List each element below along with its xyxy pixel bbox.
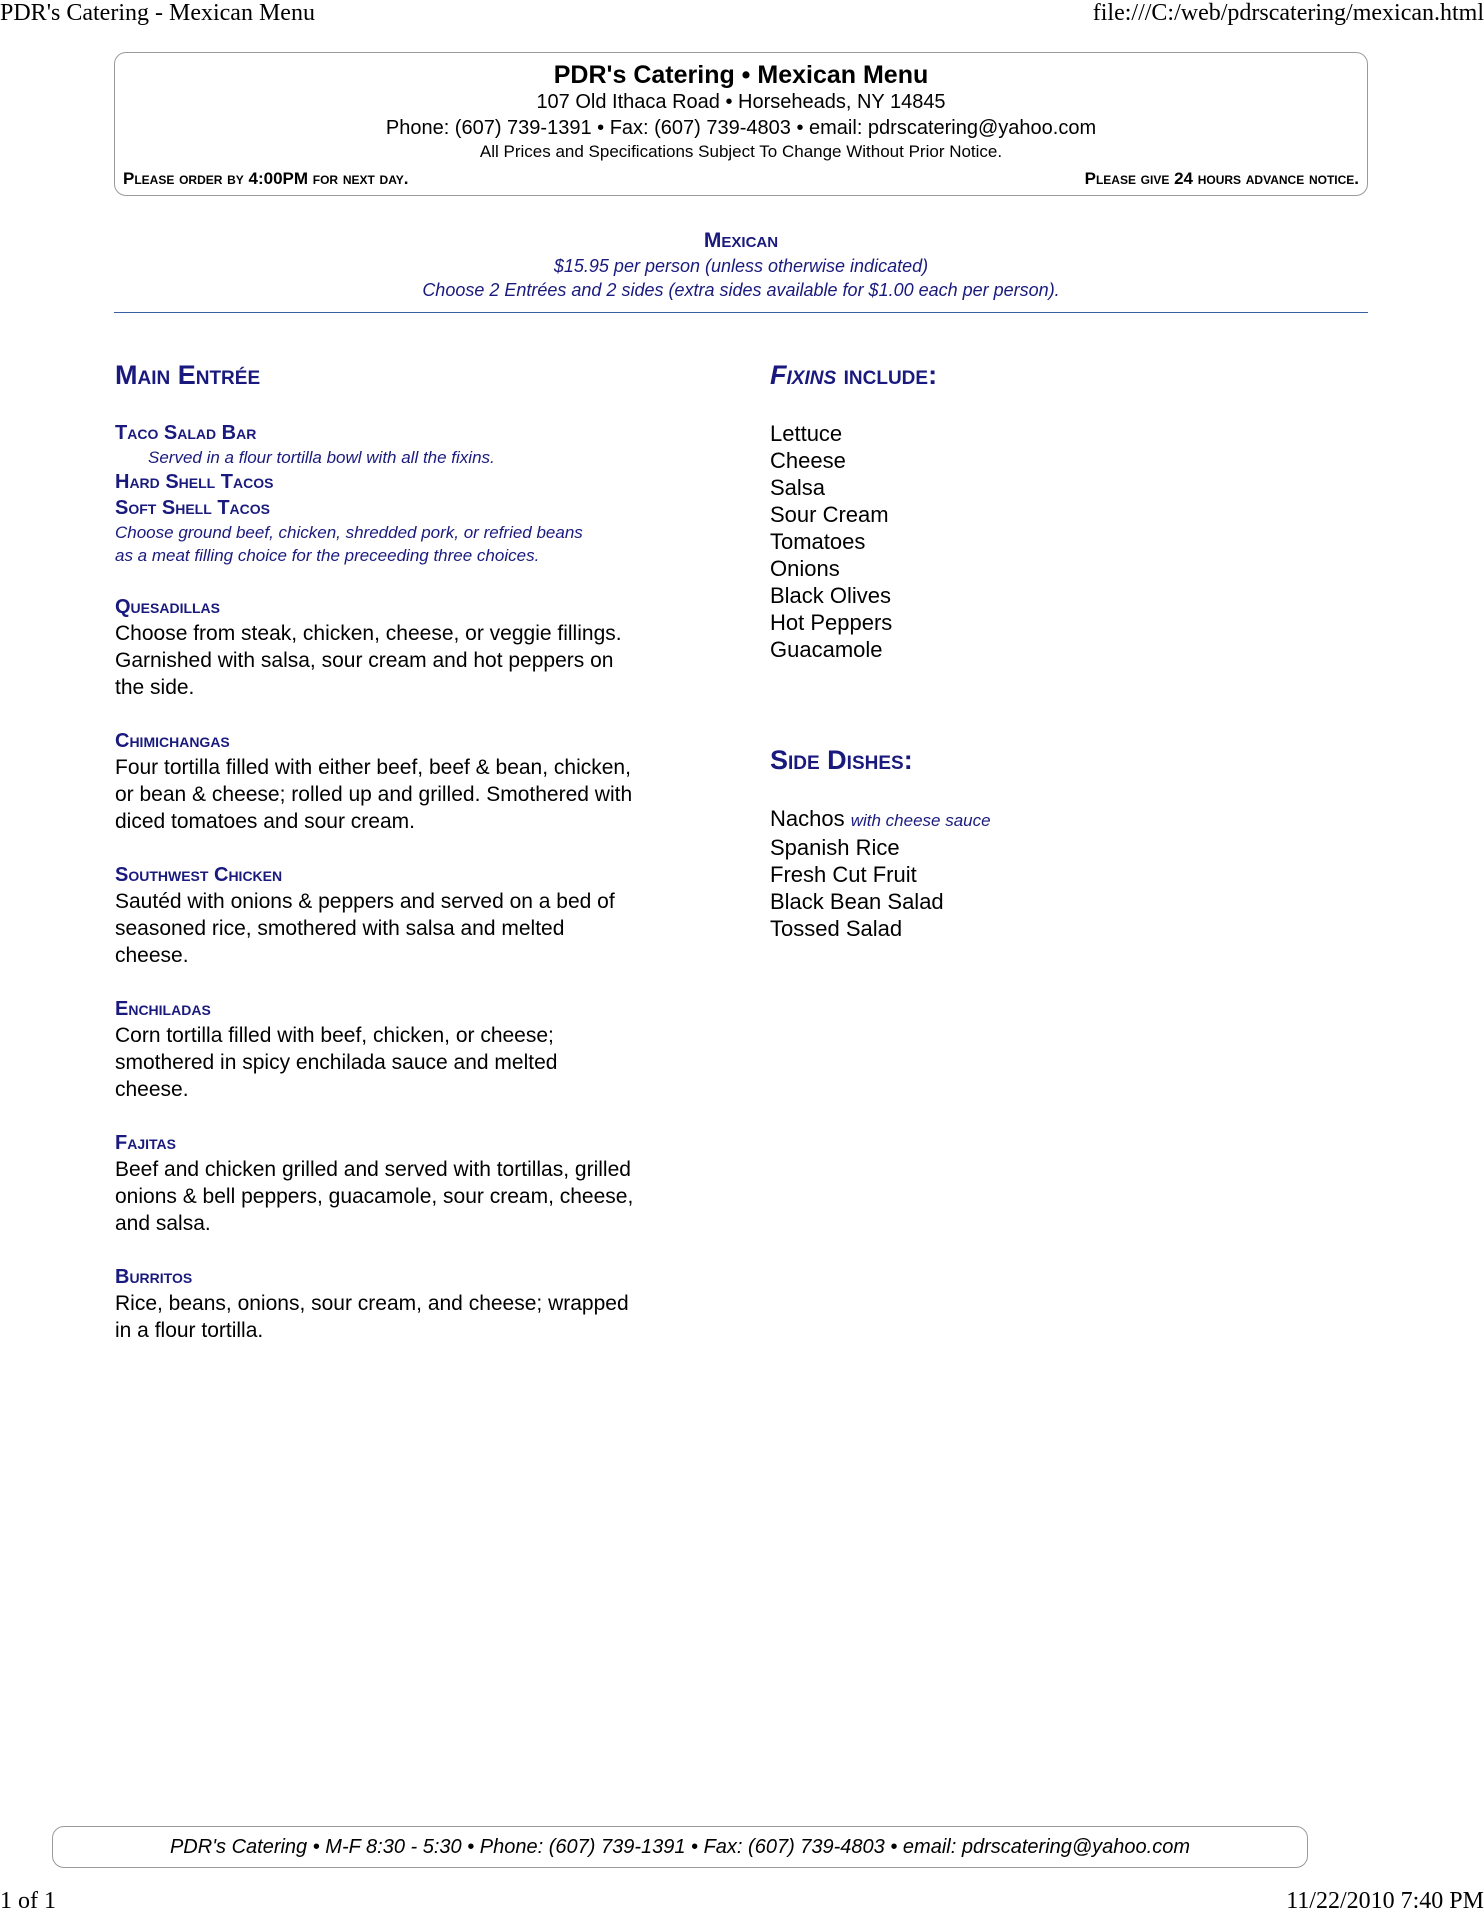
- page-number: 1 of 1: [0, 1888, 56, 1914]
- dish-name: Taco Salad Bar: [115, 422, 257, 444]
- list-item: Fresh Cut Fruit: [770, 862, 917, 887]
- order-by-notice: Please order by 4:00PM for next day.: [123, 169, 409, 188]
- print-datetime: 11/22/2010 7:40 PM: [1286, 1888, 1484, 1914]
- dish-name: Burritos: [115, 1266, 193, 1288]
- list-item: Tomatoes: [770, 529, 866, 554]
- main-entree-column: [115, 358, 635, 1344]
- fixins-sides-column: [770, 358, 1290, 942]
- fixins-heading: [770, 358, 1290, 392]
- dish-desc: Rice, beans, onions, sour cream, and cheese; wrapped in a flour tortilla.: [115, 1292, 629, 1342]
- list-item: Guacamole: [770, 637, 883, 662]
- dish-desc: Beef and chicken grilled and served with tortillas, grilled onions & bell peppers, guacamole, sour cream, cheese, and salsa.: [115, 1158, 634, 1235]
- dish-name: Soft Shell Tacos: [115, 497, 271, 519]
- section-choose: Choose 2 Entrées and 2 sides (extra sides available for $1.00 each per person).: [422, 280, 1060, 300]
- dish-name: Southwest Chicken: [115, 864, 283, 886]
- filling-note: Choose ground beef, chicken, shredded pork, or refried beans as a meat filling choice for the preceeding three choices.: [115, 523, 583, 565]
- list-item: Cheese: [770, 448, 846, 473]
- footer-text: PDR's Catering • M-F 8:30 - 5:30 • Phone: (607) 739-1391 • Fax: (607) 739-4803 • email: pdrscatering@yahoo.com: [169, 1836, 1191, 1858]
- dish-name: Enchiladas: [115, 998, 211, 1020]
- fixins-heading-italic: Fixins: [770, 360, 837, 390]
- list-item: Tossed Salad: [770, 916, 903, 941]
- list-item: Black Bean Salad: [770, 889, 944, 914]
- print-url: file:///C:/web/pdrscatering/mexican.html: [1092, 0, 1484, 26]
- list-item: Lettuce: [770, 421, 843, 446]
- list-item: Spanish Rice: [770, 835, 900, 860]
- page-title: PDR's Catering • Mexican Menu: [553, 61, 929, 89]
- fixins-heading-rest: include:: [836, 360, 938, 390]
- dish-name: Quesadillas: [115, 596, 221, 618]
- list-item: Sour Cream: [770, 502, 889, 527]
- main-entree-heading: Main Entrée: [115, 360, 261, 390]
- advance-notice: Please give 24 hours advance notice.: [1084, 169, 1359, 188]
- side-dishes-heading: Side Dishes:: [770, 745, 913, 775]
- divider: [114, 312, 1368, 313]
- nachos-label: Nachos: [770, 806, 845, 831]
- list-item: Onions: [770, 556, 840, 581]
- list-item: [770, 805, 1290, 834]
- dish-desc: Sautéd with onions & peppers and served on a bed of seasoned rice, smothered with salsa and melted cheese.: [115, 890, 615, 967]
- list-item: Black Olives: [770, 583, 892, 608]
- dish-name: Hard Shell Tacos: [115, 471, 274, 493]
- footer-box: [52, 1826, 1308, 1868]
- section-name: Mexican: [703, 229, 779, 252]
- dish-name: Fajitas: [115, 1132, 176, 1154]
- nachos-note: with cheese sauce: [850, 811, 991, 830]
- list-item: Hot Peppers: [770, 610, 893, 635]
- dish-desc: Served in a flour tortilla bowl with all the fixins.: [148, 448, 495, 467]
- contact-info: Phone: (607) 739-1391 • Fax: (607) 739-4803 • email: pdrscatering@yahoo.com: [385, 117, 1097, 139]
- dish-name: Chimichangas: [115, 730, 230, 752]
- section-price: $15.95 per person (unless otherwise indicated): [553, 256, 929, 276]
- dish-desc: Corn tortilla filled with beef, chicken, or cheese; smothered in spicy enchilada sauce and melted cheese.: [115, 1024, 558, 1101]
- section-header: [114, 228, 1368, 302]
- price-notice: All Prices and Specifications Subject To Change Without Prior Notice.: [479, 142, 1003, 161]
- list-item: Salsa: [770, 475, 826, 500]
- header-box: [114, 52, 1368, 196]
- print-page-title: PDR's Catering - Mexican Menu: [0, 0, 315, 26]
- dish-desc: Four tortilla filled with either beef, beef & bean, chicken, or bean & cheese; rolled up and grilled. Smothered with diced tomatoes and sour cream.: [115, 756, 633, 833]
- dish-desc: Choose from steak, chicken, cheese, or veggie fillings. Garnished with salsa, sour cream and hot peppers on the side.: [115, 622, 622, 699]
- address: 107 Old Ithaca Road • Horseheads, NY 14845: [536, 91, 946, 113]
